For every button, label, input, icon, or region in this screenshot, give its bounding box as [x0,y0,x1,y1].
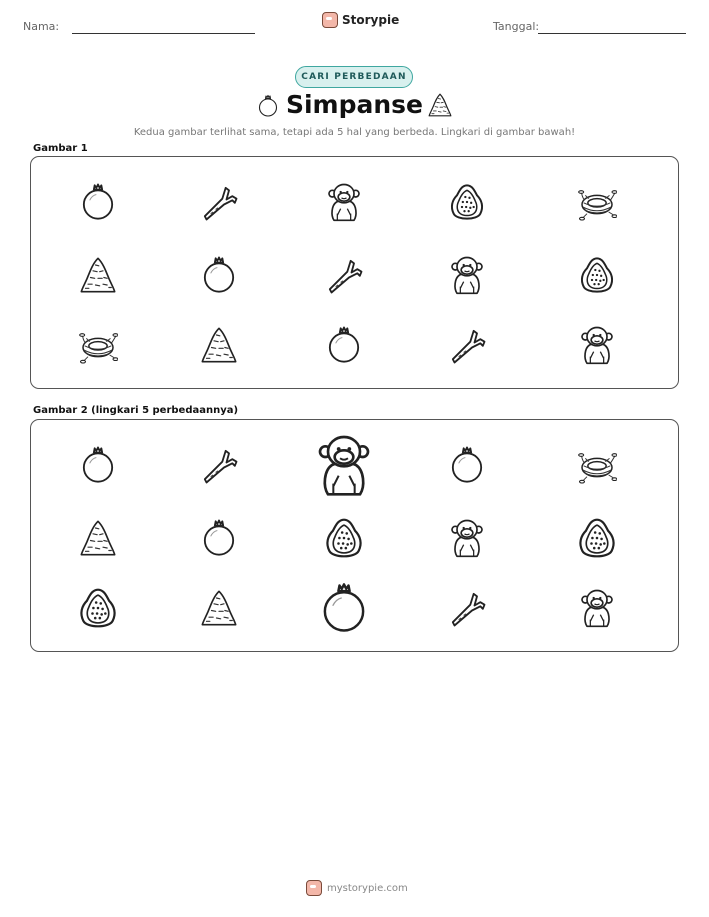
picture2-cell-r1c3[interactable] [306,427,382,503]
termite-mound-icon [78,518,118,558]
pomegranate-icon [199,518,239,558]
branch-icon [447,588,487,628]
storypie-mascot-icon [322,12,338,28]
pomegranate-icon [78,182,118,222]
instructions: Kedua gambar terlihat sama, tetapi ada 5 hal yang berbeda. Lingkari di gambar bawah! [133,127,576,138]
chimp-icon [312,433,376,497]
picture1-label: Gambar 1 [33,143,88,154]
fig-icon [76,586,120,630]
fig-icon [447,182,487,222]
picture1-cell-r3c2 [193,319,245,371]
brand-name: Storypie [342,13,400,27]
footer-site: mystorypie.com [327,882,408,894]
pomegranate-icon [78,445,118,485]
brand-logo [322,12,399,28]
termite-mound-icon [427,91,453,119]
picture1-cell-r2c3 [318,249,370,301]
fig-icon [322,516,366,560]
chimp-icon [447,255,487,295]
picture2-cell-r1c4[interactable] [441,439,493,491]
picture2-cell-r2c1[interactable] [72,512,124,564]
fig-icon [575,516,619,560]
picture2-cell-r1c5[interactable] [571,439,623,491]
name-label: Nama: [23,20,60,33]
fig-icon [577,255,617,295]
branch-icon [199,445,239,485]
picture1-cell-r2c2 [193,249,245,301]
nest-icon [577,182,617,222]
nest-icon [78,325,118,365]
name-field[interactable] [72,33,255,34]
picture2-cell-r3c2[interactable] [193,582,245,634]
chimp-icon [324,182,364,222]
page-title: Simpanse [285,90,424,119]
picture2-panel[interactable] [30,419,679,652]
date-field[interactable] [538,33,686,34]
pomegranate-icon [447,445,487,485]
picture2-cell-r3c1[interactable] [70,580,126,636]
branch-icon [324,255,364,295]
picture1-cell-r1c4 [441,176,493,228]
picture1-cell-r3c5 [571,319,623,371]
picture1-cell-r3c3 [318,319,370,371]
picture2-cell-r3c5[interactable] [571,582,623,634]
nest-icon [577,445,617,485]
picture2-cell-r3c4[interactable] [441,582,493,634]
picture2-cell-r1c1[interactable] [72,439,124,491]
branch-icon [199,182,239,222]
picture1-cell-r2c1 [72,249,124,301]
termite-mound-icon [199,325,239,365]
pomegranate-icon [324,325,364,365]
chimp-icon [447,518,487,558]
picture2-cell-r2c3[interactable] [316,510,372,566]
footer [306,880,408,896]
branch-icon [447,325,487,365]
picture1-panel [30,156,679,389]
picture2-cell-r3c3[interactable] [311,575,377,641]
picture2-cell-r2c4[interactable] [441,512,493,564]
picture1-cell-r2c5 [571,249,623,301]
date-label: Tanggal: [493,20,540,33]
storypie-mascot-icon [306,880,322,896]
picture1-cell-r1c2 [193,176,245,228]
picture2-label: Gambar 2 (lingkari 5 perbedaannya) [33,405,239,416]
picture1-cell-r3c1 [72,319,124,371]
pomegranate-icon [317,581,371,635]
picture1-cell-r1c1 [72,176,124,228]
picture1-cell-r3c4 [441,319,493,371]
picture2-cell-r2c2[interactable] [193,512,245,564]
termite-mound-icon [199,588,239,628]
picture1-cell-r2c4 [441,249,493,301]
picture1-cell-r1c3 [318,176,370,228]
chimp-icon [577,325,617,365]
picture1-cell-r1c5 [571,176,623,228]
pomegranate-icon [199,255,239,295]
activity-badge: CARI PERBEDAAN [295,66,413,88]
picture2-cell-r2c5[interactable] [569,510,625,566]
picture2-cell-r1c2[interactable] [193,439,245,491]
termite-mound-icon [78,255,118,295]
chimp-icon [577,588,617,628]
